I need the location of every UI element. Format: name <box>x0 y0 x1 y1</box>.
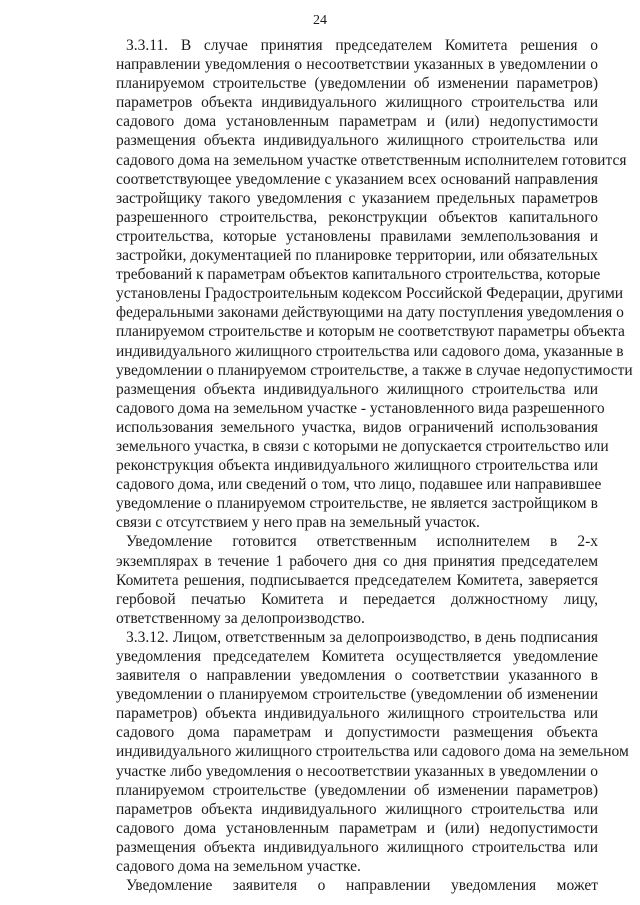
text-line: параметров объекта индивидуального жилищного строительства или <box>116 800 598 818</box>
text-line: индивидуального жилищного строительства или садового дома, указанные в <box>116 342 624 360</box>
text-line: федеральными законами действующими на дату поступления уведомления о <box>116 304 624 322</box>
text-line: Уведомление готовится ответственным исполнителем в 2-х <box>126 533 598 551</box>
text-line: 3.3.11. В случае принятия председателем Комитета решения о <box>126 37 598 54</box>
paragraph-3-3-11 <box>116 36 633 532</box>
text-line: садового дома, или сведений о том, что лицо, подавшее или направившее <box>116 476 602 494</box>
text-line: использования земельного участка, видов ограничений использования <box>116 418 598 436</box>
text-line: разрешенного строительства, реконструкции объектов капитального <box>116 208 598 226</box>
text-line: параметров) объекта индивидуального жилищного строительства или <box>116 705 598 723</box>
text-line: заявителя о направлении уведомления о соответствии указанного в <box>116 667 598 685</box>
text-line: реконструкция объекта индивидуального жилищного строительства или <box>116 457 598 475</box>
text-line: садового дома установленным параметрам и (или) недопустимости <box>116 113 598 131</box>
page-number: 24 <box>313 13 327 28</box>
text-line: садового дома на земельном участке ответственным исполнителем готовится <box>116 151 627 169</box>
text-line: ответственному за делопроизводство. <box>116 609 365 627</box>
paragraph-notification-prep <box>116 532 598 627</box>
text-line: параметров объекта индивидуального жилищного строительства или <box>116 94 598 112</box>
text-line: установлены Градостроительным кодексом Российской Федерации, другими <box>116 285 624 303</box>
text-line: гербовой печатью Комитета и передается должностному лицу, <box>116 590 598 608</box>
text-line: 3.3.12. Лицом, ответственным за делопроизводство, в день подписания <box>126 628 598 646</box>
text-line: садового дома параметрам и допустимости размещения объекта <box>116 724 598 742</box>
text-line: планируемом строительстве (уведомлении об изменении параметров) <box>116 781 598 799</box>
paragraph-3-3-12 <box>116 628 629 876</box>
document-body <box>116 36 633 895</box>
text-line: уведомление о планируемом строительстве, не является застройщиком в <box>116 495 598 513</box>
text-line: уведомлении о планируемом строительстве, а также в случае недопустимости <box>116 361 633 379</box>
text-line: требований к параметрам объектов капитального строительства, которые <box>116 266 601 284</box>
text-line: участке либо уведомления о несоответствии указанных в уведомлении о <box>116 762 598 780</box>
text-line: застройки, документацией по планировке территории, или обязательных <box>116 247 598 265</box>
text-line: строительства, которые установлены правилами землепользования и <box>116 227 598 245</box>
text-line: направлении уведомления о несоответствии указанных в уведомлении о <box>116 56 598 74</box>
text-line: застройщику такого уведомления с указанием предельных параметров <box>116 189 598 207</box>
text-line: Комитета решения, подписывается председателем Комитета, заверяется <box>116 571 598 589</box>
text-line: уведомлении о планируемом строительстве (уведомлении об изменении <box>116 686 598 704</box>
text-line: соответствующее уведомление с указанием всех оснований направления <box>116 170 598 188</box>
text-line: планируемом строительстве и которым не соответствуют параметры объекта <box>116 323 625 341</box>
paragraph-notification-continues <box>116 876 598 895</box>
text-line: экземплярах в течение 1 рабочего дня со дня принятия председателем <box>116 552 598 570</box>
text-line: размещения объекта индивидуального жилищного строительства или <box>116 132 598 150</box>
text-line: индивидуального жилищного строительства или садового дома на земельном <box>116 743 629 761</box>
text-line: размещения объекта индивидуального жилищного строительства или <box>116 838 598 856</box>
text-line: планируемом строительстве (уведомлении об изменении параметров) <box>116 75 598 93</box>
text-line: садового дома на земельном участке - установленного вида разрешенного <box>116 399 605 417</box>
text-line: земельного участка, в связи с которыми не допускается строительство или <box>116 437 609 455</box>
text-line: Уведомление заявителя о направлении уведомления может <box>126 877 598 895</box>
text-line: связи с отсутствием у него прав на земельный участок. <box>116 514 480 532</box>
text-line: садового дома установленным параметрам и (или) недопустимости <box>116 819 598 837</box>
text-line: уведомления председателем Комитета осуществляется уведомление <box>116 648 598 665</box>
text-line: садового дома на земельном участке. <box>116 858 361 876</box>
text-line: размещения объекта индивидуального жилищного строительства или <box>116 380 598 398</box>
